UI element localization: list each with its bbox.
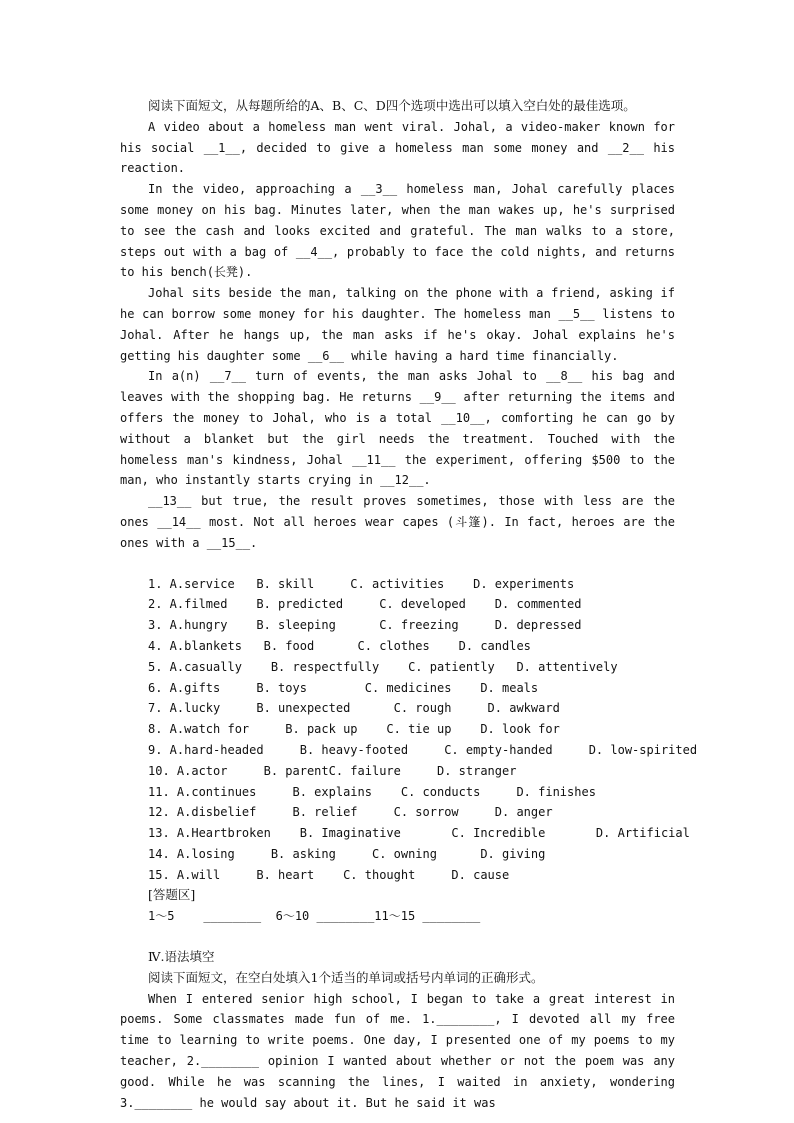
option-row-15: 15. A.will B. heart C. thought D. cause — [148, 867, 510, 882]
reading-instruction: 阅读下面短文，从每题所给的A、B、C、D四个选项中选出可以填入空白处的最佳选项。 — [148, 98, 636, 113]
grammar-heading: Ⅳ.语法填空 — [148, 949, 215, 965]
option-row-7: 7. A.lucky B. unexpected C. rough D. awkward — [148, 701, 560, 716]
option-row-8: 8. A.watch for B. pack up C. tie up D. look for — [148, 722, 560, 737]
reading-paragraph-1: A video about a homeless man went viral. Johal, a video-maker known for his social __1__, decided to give a homeless man some money and __2__ his reaction. — [120, 119, 675, 176]
option-row-4: 4. A.blankets B. food C. clothes D. candles — [148, 638, 531, 653]
option-row-13: 13. A.Heartbroken B. Imaginative C. Incredible D. Artificial — [148, 826, 690, 841]
options-list — [120, 574, 698, 886]
option-row-9: 9. A.hard-headed B. heavy-footed C. empty-handed D. low-spirited — [148, 742, 698, 757]
option-row-12: 12. A.disbelief B. relief C. sorrow D. anger — [148, 805, 553, 820]
option-row-11: 11. A.continues B. explains C. conducts D. finishes — [148, 784, 596, 799]
answer-area-line: 1～5 ________ 6～10 ________11～15 ________ — [148, 909, 481, 924]
answer-area-label: [答题区] — [148, 887, 196, 903]
option-row-5: 5. A.casually B. respectfully C. patiently D. attentively — [148, 659, 618, 674]
option-row-3: 3. A.hungry B. sleeping C. freezing D. depressed — [148, 618, 582, 633]
option-row-1: 1. A.service B. skill C. activities D. experiments — [148, 576, 575, 591]
grammar-instruction: 阅读下面短文，在空白处填入1个适当的单词或括号内单词的正确形式。 — [148, 969, 544, 985]
option-row-10: 10. A.actor B. parentC. failure D. stranger — [148, 763, 517, 778]
reading-paragraph-4: In a(n) __7__ turn of events, the man asks Johal to __8__ his bag and leaves with the shopping bag. He returns __9__ after returning the items and offers the money to Johal, who is a total __10__, comforting he can go by without a blanket but the girl needs the treatment. Touched with the homeless man's kindness, Johal __11__ the experiment, offering $500 to the man, who instantly starts crying in __12__. — [120, 369, 675, 488]
reading-paragraph-2: In the video, approaching a __3__ homeless man, Johal carefully places some money on his bag. Minutes later, when the man wakes up, he's surprised to see the cash and looks excited and grateful. The man walks to a store, steps out with a bag of __4__, probably to face the cold nights, and returns to his bench(长凳). — [120, 182, 675, 280]
document-content — [120, 96, 698, 1113]
option-row-6: 6. A.gifts B. toys C. medicines D. meals — [148, 680, 539, 695]
reading-paragraph-5: __13__ but true, the result proves sometimes, those with less are the ones __14__ most. Not all heroes wear capes (斗篷). In fact, heroes are the ones with a __15__. — [120, 494, 675, 550]
grammar-paragraph: When I entered senior high school, I began to take a great interest in poems. Some classmates made fun of me. 1.________, I devoted all my free time to learning to write poems. One day, I presented one of my poems to my teacher, 2.________ opinion I wanted about whether or not the poem was any good. While he was scanning the lines, I waited in anxiety, wondering 3.________ he would say about it. But he said it was — [120, 991, 675, 1110]
reading-paragraph-3: Johal sits beside the man, talking on the phone with a friend, asking if he can borrow some money for his daughter. The homeless man __5__ listens to Johal. After he hangs up, the man asks if he's okay. Johal explains he's getting his daughter some __6__ while having a hard time financially. — [120, 286, 675, 363]
option-row-14: 14. A.losing B. asking C. owning D. giving — [148, 846, 546, 861]
option-row-2: 2. A.filmed B. predicted C. developed D. commented — [148, 597, 582, 612]
